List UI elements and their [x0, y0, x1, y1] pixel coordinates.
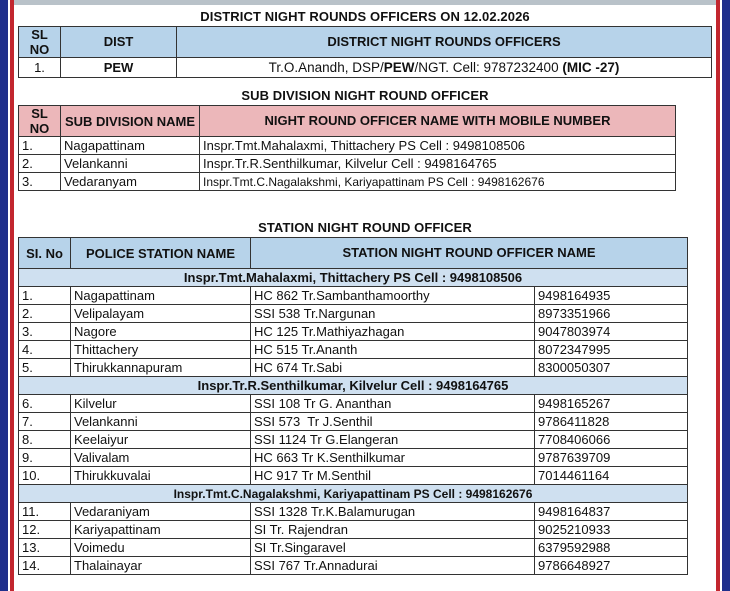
station-table — [18, 237, 688, 575]
cell-mobile: 7708406066 — [535, 431, 688, 449]
table-row — [19, 431, 688, 449]
station-heading: STATION NIGHT ROUND OFFICER — [258, 220, 472, 235]
table-row — [19, 557, 688, 575]
table-row — [19, 173, 676, 191]
cell-station: Thittachery — [71, 341, 251, 359]
district-heading: DISTRICT NIGHT ROUNDS OFFICERS ON 12.02.2026 — [200, 9, 530, 24]
page-border-right — [716, 0, 730, 591]
cell-officer: SI Tr. Rajendran — [251, 521, 535, 539]
table-row — [19, 287, 688, 305]
cell-sl: 6. — [19, 395, 71, 413]
cell-station: Vedaraniyam — [71, 503, 251, 521]
cell-station: Kariyapattinam — [71, 521, 251, 539]
cell-sl: 5. — [19, 359, 71, 377]
cell-station: Nagapattinam — [71, 287, 251, 305]
cell-officer: HC 515 Tr.Ananth — [251, 341, 535, 359]
cell-dist: PEW — [61, 58, 177, 78]
cell-station: Keelaiyur — [71, 431, 251, 449]
page-border-left — [0, 0, 14, 591]
header-district-officers: DISTRICT NIGHT ROUNDS OFFICERS — [177, 27, 712, 58]
cell-officer — [177, 58, 712, 78]
table-row — [19, 137, 676, 155]
table-row — [19, 395, 688, 413]
cell-station: Velankanni — [71, 413, 251, 431]
cell-sl: 13. — [19, 539, 71, 557]
group-row — [19, 269, 688, 287]
cell-mobile: 9786648927 — [535, 557, 688, 575]
cell-sl: 4. — [19, 341, 71, 359]
cell-officer: HC 862 Tr.Sambanthamoorthy — [251, 287, 535, 305]
group-title: Inspr.Tr.R.Senthilkumar, Kilvelur Cell : 9498164765 — [19, 377, 688, 395]
cell-station: Kilvelur — [71, 395, 251, 413]
cell-mobile: 9047803974 — [535, 323, 688, 341]
cell-station: Velipalayam — [71, 305, 251, 323]
header-police-station: POLICE STATION NAME — [71, 238, 251, 269]
cell-officer: SSI 1328 Tr.K.Balamurugan — [251, 503, 535, 521]
cell-mobile: 8072347995 — [535, 341, 688, 359]
cell-subdivision: Vedaranyam — [61, 173, 200, 191]
cell-mobile: 8300050307 — [535, 359, 688, 377]
table-row — [19, 305, 688, 323]
officer-bold: PEW — [383, 59, 415, 75]
cell-officer: SSI 538 Tr.Nargunan — [251, 305, 535, 323]
cell-subdivision: Velankanni — [61, 155, 200, 173]
station-header-row — [19, 238, 688, 269]
cell-mobile: 8973351966 — [535, 305, 688, 323]
cell-station: Thirukkannapuram — [71, 359, 251, 377]
cell-officer: Inspr.Tr.R.Senthilkumar, Kilvelur Cell : 9498164765 — [200, 155, 676, 173]
header-station-officer: STATION NIGHT ROUND OFFICER NAME — [251, 238, 688, 269]
cell-sl: 8. — [19, 431, 71, 449]
cell-mobile: 9498164837 — [535, 503, 688, 521]
document-body — [18, 6, 712, 575]
cell-sl: 2. — [19, 155, 61, 173]
group-title: Inspr.Tmt.Mahalaxmi, Thittachery PS Cell : 9498108506 — [19, 269, 688, 287]
district-header-row — [19, 27, 712, 58]
table-row — [19, 341, 688, 359]
cell-mobile: 9498165267 — [535, 395, 688, 413]
cell-station: Thirukkuvalai — [71, 467, 251, 485]
cell-mobile: 9498164935 — [535, 287, 688, 305]
table-row — [19, 359, 688, 377]
cell-sl: 3. — [19, 323, 71, 341]
cell-mobile: 7014461164 — [535, 467, 688, 485]
cell-sl: 1. — [19, 287, 71, 305]
header-sl: SL NO — [19, 27, 61, 58]
officer-prefix: Tr.O.Anandh, DSP/ — [268, 59, 384, 75]
cell-mobile: 9025210933 — [535, 521, 688, 539]
cell-mobile: 9787639709 — [535, 449, 688, 467]
table-row — [19, 467, 688, 485]
cell-sl: 9. — [19, 449, 71, 467]
cell-station: Valivalam — [71, 449, 251, 467]
header-night-round-officer: NIGHT ROUND OFFICER NAME WITH MOBILE NUMBER — [200, 106, 676, 137]
district-table — [18, 26, 712, 78]
subdivision-table — [18, 105, 676, 191]
cell-officer: SI Tr.Singaravel — [251, 539, 535, 557]
cell-sl: 2. — [19, 305, 71, 323]
cell-sl: 14. — [19, 557, 71, 575]
cell-station: Voimedu — [71, 539, 251, 557]
cell-sl: 3. — [19, 173, 61, 191]
cell-station: Thalainayar — [71, 557, 251, 575]
table-row — [19, 449, 688, 467]
table-row — [19, 323, 688, 341]
cell-officer: SSI 573 Tr J.Senthil — [251, 413, 535, 431]
group-row — [19, 485, 688, 503]
header-dist: DIST — [61, 27, 177, 58]
cell-sl: 7. — [19, 413, 71, 431]
cell-mobile: 9786411828 — [535, 413, 688, 431]
officer-suffix: /NGT. Cell: 9787232400 — [414, 59, 559, 75]
cell-sl: 12. — [19, 521, 71, 539]
table-row — [19, 539, 688, 557]
cell-officer: SSI 767 Tr.Annadurai — [251, 557, 535, 575]
table-row — [19, 155, 676, 173]
cell-officer: Inspr.Tmt.Mahalaxmi, Thittachery PS Cell : 9498108506 — [200, 137, 676, 155]
cell-officer: HC 125 Tr.Mathiyazhagan — [251, 323, 535, 341]
group-row — [19, 377, 688, 395]
table-row — [19, 503, 688, 521]
cell-officer: SSI 1124 Tr G.Elangeran — [251, 431, 535, 449]
cell-sl: 10. — [19, 467, 71, 485]
cell-subdivision: Nagapattinam — [61, 137, 200, 155]
subdivision-header-row — [19, 106, 676, 137]
header-sl: SI. No — [19, 238, 71, 269]
header-sl: SL NO — [19, 106, 61, 137]
cell-officer: SSI 108 Tr G. Ananthan — [251, 395, 535, 413]
cell-officer: HC 674 Tr.Sabi — [251, 359, 535, 377]
table-row — [19, 521, 688, 539]
cell-sl: 11. — [19, 503, 71, 521]
mic-tag: (MIC -27) — [562, 59, 620, 75]
header-subdivision-name: SUB DIVISION NAME — [61, 106, 200, 137]
cell-sl: 1. — [19, 137, 61, 155]
group-title: Inspr.Tmt.C.Nagalakshmi, Kariyapattinam PS Cell : 9498162676 — [19, 485, 688, 503]
table-row — [19, 413, 688, 431]
cell-officer: HC 663 Tr K.Senthilkumar — [251, 449, 535, 467]
cell-officer: Inspr.Tmt.C.Nagalakshmi, Kariyapattinam PS Cell : 9498162676 — [200, 173, 676, 191]
top-strip — [14, 0, 716, 5]
cell-officer: HC 917 Tr M.Senthil — [251, 467, 535, 485]
cell-mobile: 6379592988 — [535, 539, 688, 557]
cell-sl: 1. — [19, 58, 61, 78]
cell-station: Nagore — [71, 323, 251, 341]
table-row — [19, 58, 712, 78]
subdivision-heading: SUB DIVISION NIGHT ROUND OFFICER — [241, 88, 489, 103]
